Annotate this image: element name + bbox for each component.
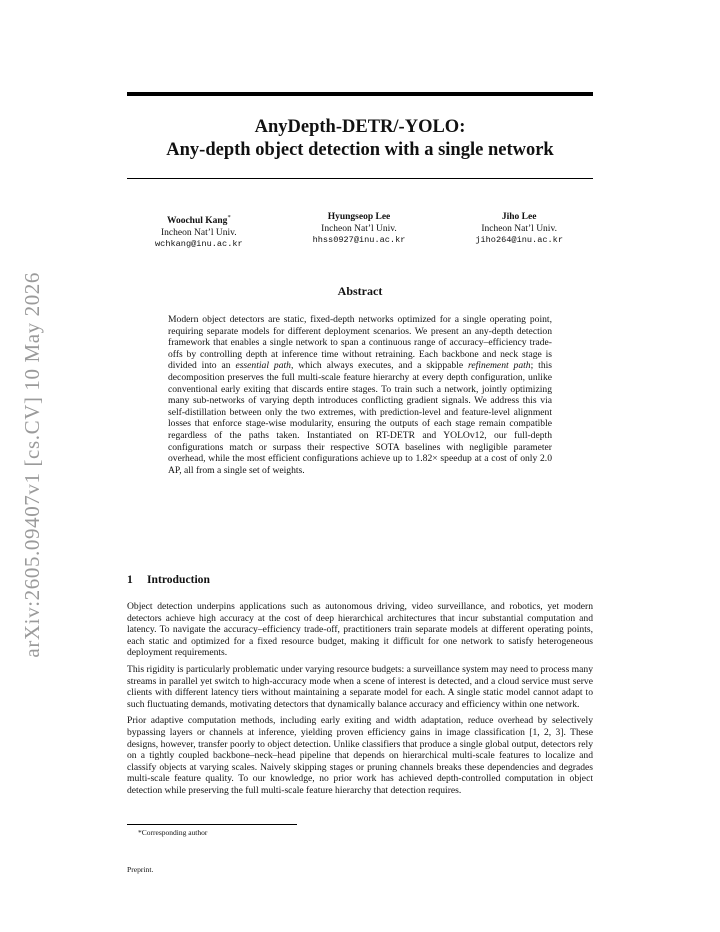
abstract-part-2: , which always executes, and a skippable bbox=[290, 360, 468, 372]
title-line-2: Any-depth object detection with a single network bbox=[166, 140, 554, 160]
section-number: 1 bbox=[127, 573, 133, 586]
paper-title bbox=[127, 116, 593, 162]
title-bottom-rule bbox=[127, 178, 593, 179]
author-1-mark: * bbox=[227, 214, 231, 221]
abstract-heading: Abstract bbox=[337, 284, 383, 298]
author-2-email[interactable]: hhss0927@inu.ac.kr bbox=[312, 235, 406, 245]
author-block bbox=[127, 212, 593, 251]
section-heading bbox=[127, 573, 210, 586]
arxiv-identifier-text: arXiv:2605.09407v1 [cs.CV] 10 May 2026 bbox=[19, 272, 44, 658]
abstract-emphasis-refinement: refinement path bbox=[467, 360, 531, 372]
title-line-1: AnyDepth-DETR/-YOLO: bbox=[254, 117, 466, 137]
author-3-affiliation: Incheon Nat’l Univ. bbox=[481, 223, 557, 234]
author-1-affiliation: Incheon Nat’l Univ. bbox=[161, 227, 237, 238]
author-2-affiliation: Incheon Nat’l Univ. bbox=[321, 223, 397, 234]
author-1-email[interactable]: wchkang@inu.ac.kr bbox=[155, 239, 243, 250]
author-1 bbox=[155, 212, 243, 251]
body-paragraph-1: Object detection underpins applications such as autonomous driving, video surveillance, and robotics, yet modern detectors achieve high accuracy at the cost of deep hierarchical architectures that incur substantial computation and latency. To navigate the accuracy–efficiency trade-off, practitioners train separate models at different operating points, each static and optimized for a fixed resource budget, making it difficult for one network to satisfy heterogeneous deployment requirements. bbox=[127, 601, 593, 659]
author-3-email[interactable]: jiho264@inu.ac.kr bbox=[475, 235, 563, 245]
preprint-label: Preprint. bbox=[127, 865, 154, 874]
abstract-part-1: Modern object detectors are static, fixed-depth networks optimized for a single operating point, requiring separate models for different deployment scenarios. We present an any-depth detection framework that enables a single network to span a continuous range of accuracy–efficiency trade-offs by controlling depth at inference time without retraining. Each backbone and neck stage is divided into an bbox=[168, 314, 552, 372]
author-3-name: Jiho Lee bbox=[501, 212, 537, 222]
body-paragraph-3: Prior adaptive computation methods, including early exiting and width adaptation, reduce overhead by selectively bypassing layers or channels at inference, yielding proven efficiency gains in image classification [1, 2, 3]. These designs, however, transfer poorly to object detection. Unlike classifiers that produce a single global output, detectors rely on a tightly coupled backbone–neck–head pipeline that depends on hierarchical multi-scale features to localize and classify objects at varying scales. Naively skipping stages or pruning channels breaks these dependencies and degrades multi-scale feature quality. To our knowledge, no prior work has achieved depth-controlled computation in object detection while preserving the full multi-scale feature hierarchy that detection requires. bbox=[127, 715, 593, 796]
abstract-part-3: ; this decomposition preserves the full multi-scale feature hierarchy at every depth configuration, unlike conventional early exiting that discards entire stages. To train such a network, jointly optimizing many sub-networks of varying depth introduces conflicting gradient signals. We address this via self-distillation between only the two extremes, with prediction-level and feature-level alignment losses that enforce stage-wise modularity, ensuring the outputs of each stage remain compatible regardless of the paths taken. Instantiated on RT-DETR and YOLOv12, our full-depth configurations match or surpass their respective SOTA baselines with negligible parameter overhead, while the most efficient configurations achieve up to 1.82× speedup at a cost of only 2.0 AP, all from a single set of weights. bbox=[168, 360, 553, 476]
arxiv-identifier bbox=[12, 250, 52, 680]
footnote-rule bbox=[127, 824, 297, 825]
author-2-name: Hyungseop Lee bbox=[327, 212, 391, 222]
author-2 bbox=[313, 212, 406, 251]
title-top-rule bbox=[127, 92, 593, 96]
footnote: *Corresponding author bbox=[138, 828, 208, 837]
author-1-name: Woochul Kang bbox=[166, 216, 228, 227]
abstract-text bbox=[168, 314, 552, 476]
section-title: Introduction bbox=[147, 573, 210, 586]
author-3 bbox=[475, 212, 563, 251]
section-body bbox=[127, 601, 593, 802]
body-paragraph-2: This rigidity is particularly problematic under varying resource budgets: a surveillance system may need to process many streams in parallel yet switch to high-accuracy mode when a scene of interest is detected, and a cloud service must serve clients with different latency tiers without maintaining a separate model for each. A single static model cannot adapt to such fluctuating demands, motivating detectors that dynamically balance accuracy and efficiency within one network. bbox=[127, 663, 593, 710]
abstract-emphasis-essential: essential path bbox=[235, 360, 291, 372]
